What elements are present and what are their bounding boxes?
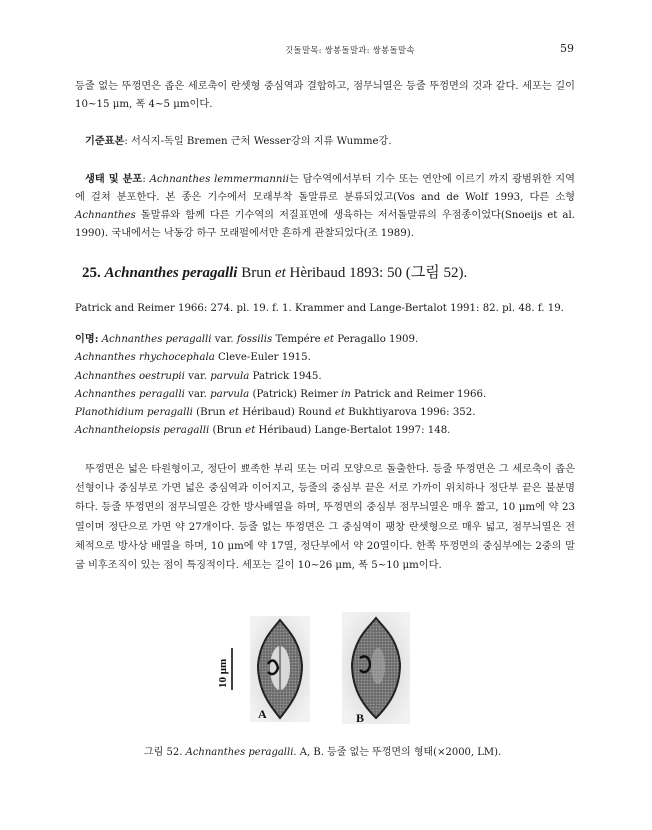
type-text: : 서식지-독일 Bremen 근처 Wesser강의 지류 Wumme강.: [124, 136, 392, 147]
synonym-item: Achnantheiopsis peragalli (Brun et Héribaud) Lange-Bertalot 1997: 148.: [75, 425, 451, 437]
eco-label: 생태 및 분포: [85, 173, 143, 185]
synonym-item: Achnanthes rhychocephala Cleve-Euler 1915.: [75, 352, 311, 364]
scale-label: 10 μm: [217, 658, 229, 688]
species-description: 뚜껑면은 넓은 타원형이고, 정단이 뾰족한 부리 또는 머리 모양으로 돌출한다. 등줄 뚜껑면은 그 세로축이 좁은 선형이나 중심부로 가면 넓은 중심역과 이어지고, 등줄의 중심부 끝은 서로 가까이 위치하나 정단부 끝은 불분명하다. 등줄 뚜껑면의 점무늬열은 강한 방사배열을 하며, 뚜껑면의 중심부 점무늬열은 매우 짧고, 10 μm에 약 23열이며 정단으로 가면 약 27개이다. 등줄 없는 뚜껑면은 그 중심역이 팽창 란셋형으로 매우 넓고, 점무늬열은 전체적으로 방사상 배열을 하며, 10 μm에 약 17열, 정단부에서 약 20열이다. 한쪽 뚜껑면의 중심부에는 2중의 말굽 비후조직이 있는 점이 특징적이다. 세포는 길이 10~26 μm, 폭 5~10 μm이다.: [75, 464, 575, 572]
prev-description: 등줄 없는 뚜껑면은 좁은 세로축이 란셋형 중심역과 결합하고, 점무늬열은 등줄 뚜껑면의 것과 같다. 세포는 길이 10~15 μm, 폭 4~5 μm이다.: [75, 81, 575, 110]
label-b: B: [356, 711, 365, 725]
synonym-item: Achnanthes peragalli var. parvula (Patrick) Reimer in Patrick and Reimer 1966.: [75, 388, 487, 400]
references: Patrick and Reimer 1966: 274. pl. 19. f. 1. Krammer and Lange-Bertalot 1991: 82. pl. 48. f. 19.: [75, 303, 564, 314]
synonym-item: Planothidium peragalli (Brun et Héribaud) Round et Bukhtiyarova 1996: 352.: [75, 407, 476, 419]
synonym-item: 이명: Achnanthes peragalli var. fossilis Tempére et Peragallo 1909.: [75, 333, 419, 345]
type-label: 기준표본: [85, 135, 125, 147]
synonym-item: Achnanthes oestrupii var. parvula Patrick 1945.: [75, 370, 322, 382]
page-number: 59: [560, 42, 574, 55]
synonym-list: [75, 330, 486, 441]
species-name: Achnanthes peragalli: [104, 265, 238, 281]
type-specimen: [75, 132, 575, 151]
species-heading: 25. Achnanthes peragalli Brun et Hèribaud 1893: 50 (그림 52).: [82, 265, 468, 281]
label-a: A: [258, 707, 267, 721]
eco-species: Achnanthes lemmermannii: [149, 174, 289, 185]
running-head: 깃돌말목: 쌍봉돌말과: 쌍봉돌말속: [285, 46, 415, 56]
ecology-distribution: 생태 및 분포: Achnanthes lemmermannii는 담수역에서부터 기수 또는 연안에 이르기 까지 광범위한 지역에 걸쳐 분포한다. 본 종은 기수에서 모래부착 돌말류로 분류되었고(Vos and de Wolf 1993, 다른 소형 Achnanthes 돌말류와 함께 다른 기수역의 저질표면에 생육하는 저서돌말류의 우점종이었다(Snoeijs et al. 1990). 국내에서는 낙동강 하구 모래펄에서만 흔하게 관찰되었다(조 1989).: [75, 173, 575, 239]
figure-caption: 그림 52. Achnanthes peragalli. A, B. 등줄 없는 뚜껑면의 형태(×2000, LM).: [144, 747, 502, 758]
figure-52: [210, 610, 440, 730]
valve-b: [342, 612, 410, 724]
